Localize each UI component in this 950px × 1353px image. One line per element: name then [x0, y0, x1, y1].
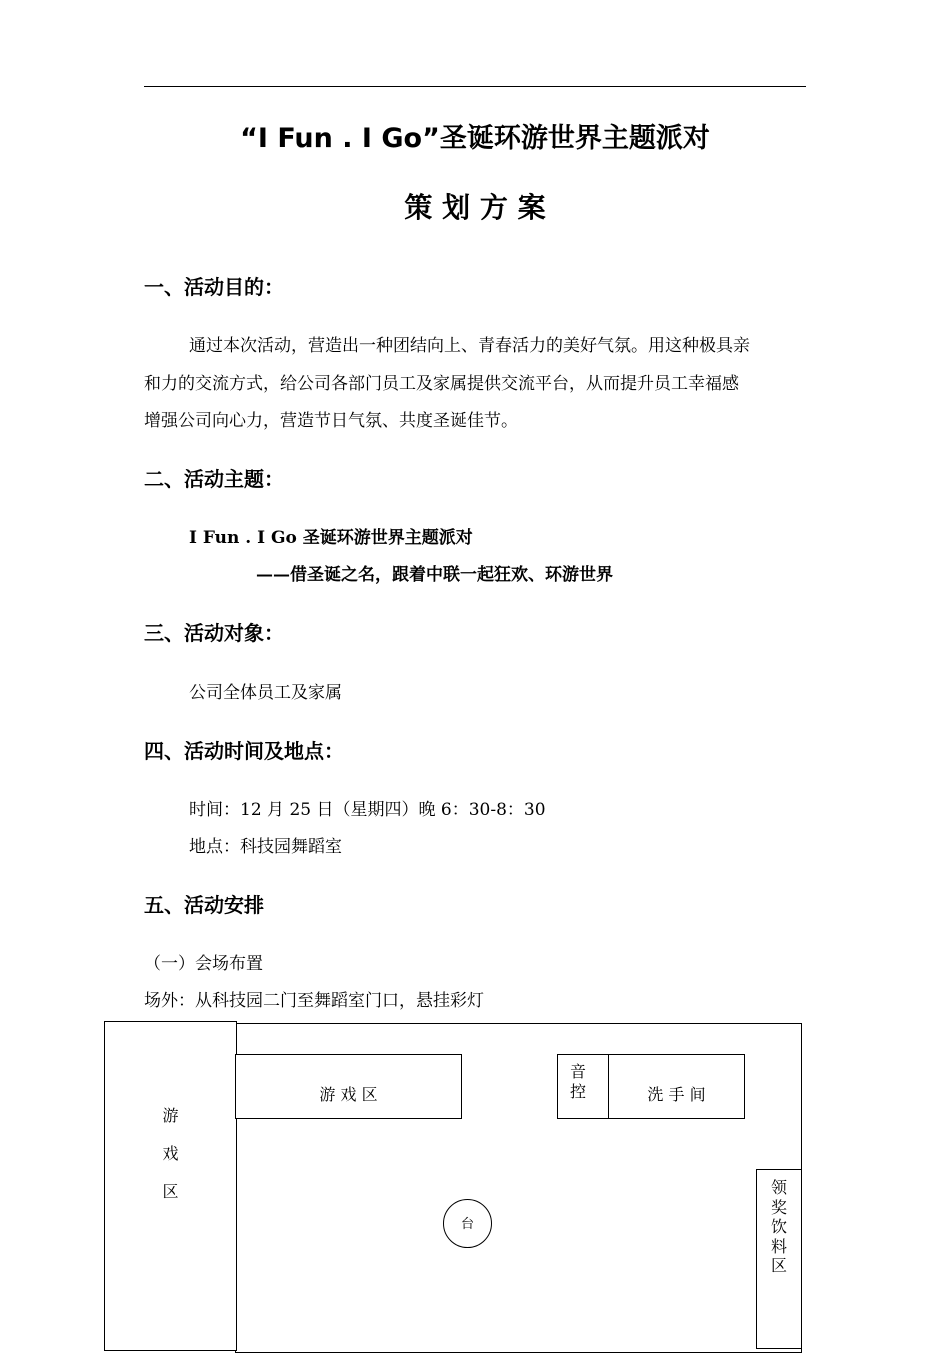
- outside-decoration-text: 场外：从科技园二门至舞蹈室门口，悬挂彩灯: [144, 991, 484, 1011]
- section-heading-arrangement: 五、活动安排: [144, 893, 264, 917]
- top-game-area-label: 游 戏 区: [319, 1085, 378, 1104]
- top-game-area: [235, 1054, 462, 1119]
- document-subtitle: 策 划 方 案: [404, 191, 546, 224]
- left-game-area-label: 游 戏 区: [162, 1106, 179, 1201]
- section-heading-theme: 二、活动主题：: [144, 467, 284, 491]
- section-heading-time-place: 四、活动时间及地点：: [144, 739, 344, 763]
- section-heading-audience: 三、活动对象：: [144, 621, 284, 645]
- place-text: 地点：科技园舞蹈室: [189, 837, 342, 857]
- audience-text: 公司全体员工及家属: [189, 683, 342, 703]
- header-rule: [144, 86, 806, 87]
- section-heading-purpose: 一、活动目的：: [144, 275, 284, 299]
- award-drinks-area: [756, 1169, 802, 1349]
- subsection-heading-venue: （一）会场布置: [144, 954, 263, 974]
- stage-label: 台: [460, 1217, 474, 1232]
- sound-control-label: 音 控: [570, 1062, 587, 1101]
- restroom-label: 洗 手 间: [647, 1085, 706, 1104]
- subtheme-text: ——借圣诞之名，跟着中联一起狂欢、环游世界: [256, 565, 613, 585]
- stage-circle: [443, 1199, 492, 1248]
- paragraph-line: 增强公司向心力，营造节日气氛、共度圣诞佳节。: [144, 411, 518, 431]
- document-title: “I Fun . I Go”圣诞环游世界主题派对: [240, 123, 710, 154]
- time-text: 时间：12 月 25 日（星期四）晚 6：30-8：30: [189, 800, 546, 820]
- sound-control-area: [557, 1054, 610, 1119]
- paragraph-line: 和力的交流方式，给公司各部门员工及家属提供交流平台，从而提升员工幸福感: [144, 374, 739, 394]
- paragraph-line: 通过本次活动，营造出一种团结向上、青春活力的美好气氛。用这种极具亲: [189, 336, 750, 356]
- restroom-area: [608, 1054, 745, 1119]
- theme-text: I Fun . I Go 圣诞环游世界主题派对: [189, 528, 473, 548]
- award-drinks-label: 领 奖 饮 料 区: [770, 1178, 787, 1275]
- left-game-area: [104, 1021, 237, 1351]
